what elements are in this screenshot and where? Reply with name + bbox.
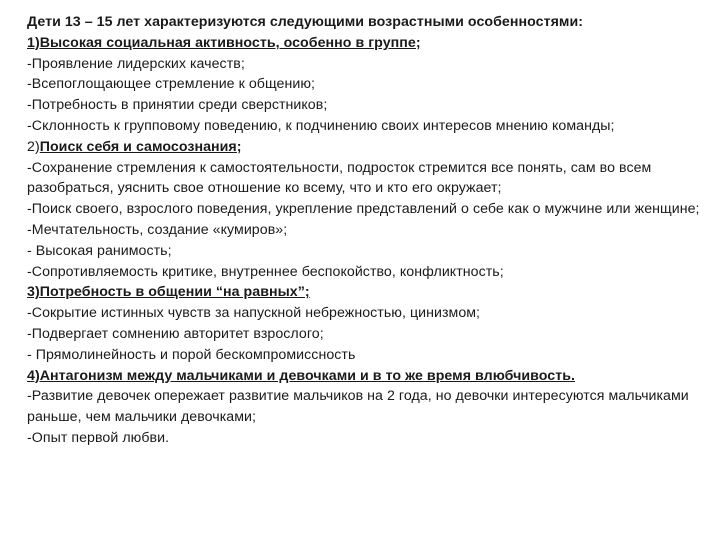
section-2-heading-text: Поиск себя и самосознания; [39,138,242,155]
section-4-heading: 4)Антагонизм между мальчиками и девочками и в то же время влюбчивость. [27,367,576,384]
section-2-item-2: -Поиск своего, взрослого поведения, укрепление представлений о себе как о мужчине или женщине; [27,201,700,218]
section-1-item-1: -Проявление лидерских качеств; [27,55,245,72]
section-2-item-5: -Сопротивляемость критике, внутреннее беспокойство, конфликтность; [27,263,504,280]
section-3-item-1: -Сокрытие истинных чувств за напускной небрежностью, цинизмом; [27,305,481,322]
slide-title: Дети 13 – 15 лет характеризуются следующими возрастными особенностями: [27,14,583,30]
section-3-heading: 3)Потребность в общении “на равных”; [27,284,310,301]
section-2-number: 2) [27,138,40,155]
section-1-item-4: -Склонность к групповому поведению, к подчинению своих интересов мнению команды; [27,117,615,134]
section-1-item-3: -Потребность в принятии среди сверстников; [27,97,328,114]
section-4-item-1: -Развитие девочек опережает развитие мальчиков на 2 года, но девочки интересуются мальчиками раньше, чем мальчики девочками; [27,388,689,426]
section-4-item-2: -Опыт первой любви. [27,429,170,446]
section-3-item-3: - Прямолинейность и порой бескомпромиссность [27,346,356,363]
section-2-item-1: -Сохранение стремления к самостоятельности, подросток стремится все понять, сам во всем разобраться, уяснить свое отношение ко всему, что и кто его окружает; [27,159,652,197]
section-3-item-2: -Подвергает сомнению авторитет взрослого; [27,325,324,342]
slide-text-body [27,12,707,449]
section-2-item-3: -Мечтательность, создание «кумиров»; [27,221,288,238]
section-2-item-4: - Высокая ранимость; [27,242,172,259]
section-1-item-2: -Всепоглощающее стремление к общению; [27,76,316,93]
section-2-heading [27,137,707,158]
section-1-heading: 1)Высокая социальная активность, особенно в группе; [27,34,421,51]
